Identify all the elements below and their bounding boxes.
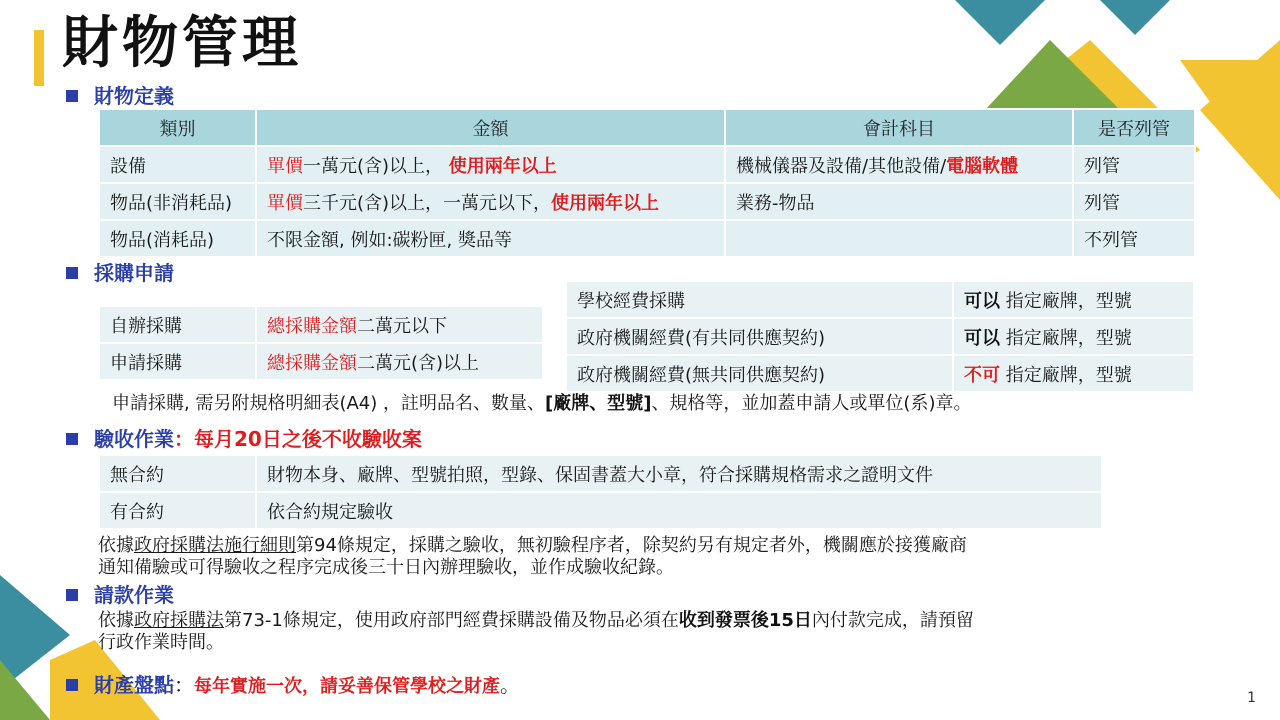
cell-procurement-type: 申請採購 <box>99 343 256 380</box>
cell-procurement-amount <box>256 343 543 380</box>
cell-brand-rule <box>953 281 1194 318</box>
section-title: 財產盤點 <box>94 673 174 697</box>
cell-managed: 不列管 <box>1073 220 1195 257</box>
section-title: 請款作業 <box>94 583 174 607</box>
amount-text: 一萬元(含)以上， <box>303 155 444 177</box>
note-bold-text: [廠牌、型號] <box>544 393 652 414</box>
account-bold-red-text: 電腦軟體 <box>946 155 1019 177</box>
cell-acceptance-requirement: 依合約規定驗收 <box>256 492 1102 529</box>
section-heading-asset-definition <box>66 83 174 109</box>
cell-amount: 不限金額, 例如:碳粉匣, 獎品等 <box>256 220 725 257</box>
acceptance-note <box>98 535 967 579</box>
amount-red-text: 總採購金額 <box>267 352 357 374</box>
section-heading-acceptance <box>66 426 422 452</box>
note-text: 申請採購, 需另附規格明細表(A4) ，註明品名、數量、 <box>112 393 545 414</box>
rule-flag-red-text: 不可 <box>964 364 1000 386</box>
note-text: 內付款完成，請預留 <box>811 610 974 631</box>
account-text: 機械儀器及設備/其他設備/ <box>736 155 947 177</box>
table-row <box>99 146 1195 183</box>
section-title: 採購申請 <box>94 261 174 285</box>
rule-text: 指定廠牌，型號 <box>1005 364 1132 386</box>
cell-category: 物品(消耗品) <box>99 220 256 257</box>
table-row <box>566 318 1194 355</box>
note-text: 依據 <box>98 535 134 556</box>
section-colon: ： <box>174 427 194 451</box>
cell-brand-rule <box>953 355 1194 392</box>
table-row <box>566 281 1194 318</box>
note-bold-text: 收到發票後15日 <box>678 610 812 631</box>
cell-account <box>725 146 1073 183</box>
cell-amount <box>256 146 725 183</box>
rule-flag-text: 可以 <box>964 290 1000 312</box>
section-heading-procurement <box>66 260 174 286</box>
asset-definition-table <box>98 108 1196 258</box>
column-header-amount: 金額 <box>256 109 725 146</box>
section-title: 驗收作業 <box>94 427 174 451</box>
amount-text: 二萬元以下 <box>357 315 447 337</box>
square-bullet-icon <box>66 679 78 691</box>
teal-small-triangle-decoration <box>1100 0 1170 35</box>
procurement-note <box>112 393 971 415</box>
page-title: 財物管理 <box>62 11 302 76</box>
title-accent-bar <box>34 30 44 86</box>
cell-category: 物品(非消耗品) <box>99 183 256 220</box>
cell-amount <box>256 183 725 220</box>
page-number: 1 <box>1247 690 1256 706</box>
cell-procurement-type: 自辦採購 <box>99 306 256 343</box>
cell-funding-source: 政府機關經費(無共同供應契約) <box>566 355 953 392</box>
cell-procurement-amount <box>256 306 543 343</box>
square-bullet-icon <box>66 267 78 279</box>
cell-managed: 列管 <box>1073 146 1195 183</box>
note-line <box>98 535 967 557</box>
amount-text: 二萬元(含)以上 <box>357 352 480 374</box>
cell-contract-type: 有合約 <box>99 492 256 529</box>
column-header-managed: 是否列管 <box>1073 109 1195 146</box>
cell-contract-type: 無合約 <box>99 455 256 492</box>
teal-triangle-decoration <box>955 0 1045 45</box>
column-header-category: 類別 <box>99 109 256 146</box>
table-row <box>99 492 1102 529</box>
procurement-type-table <box>98 305 544 381</box>
note-line <box>98 610 974 632</box>
note-line: 通知備驗或可得驗收之程序完成後三十日內辦理驗收，並作成驗收紀錄。 <box>98 557 674 578</box>
square-bullet-icon <box>66 90 78 102</box>
note-line: 行政作業時間。 <box>98 632 224 653</box>
note-text: 依據 <box>98 610 134 631</box>
rule-text: 指定廠牌，型號 <box>1005 290 1132 312</box>
table-row <box>99 343 543 380</box>
cell-funding-source: 學校經費採購 <box>566 281 953 318</box>
table-header-row <box>99 109 1195 146</box>
note-text: 第73-1條規定，使用政府部門經費採購設備及物品必須在 <box>224 610 679 631</box>
table-row <box>99 455 1102 492</box>
amount-red-text: 單價 <box>267 155 303 177</box>
table-row <box>566 355 1194 392</box>
table-row <box>99 183 1195 220</box>
acceptance-table <box>98 454 1103 530</box>
square-bullet-icon <box>66 589 78 601</box>
note-text: 、規格等，並加蓋申請人或單位(系)章。 <box>651 393 972 414</box>
section-heading-inventory <box>66 672 520 700</box>
payment-note <box>98 610 974 654</box>
column-header-account: 會計科目 <box>725 109 1073 146</box>
square-bullet-icon <box>66 433 78 445</box>
section-red-notice: 每月20日之後不收驗收案 <box>194 427 422 451</box>
law-link-text: 政府採購法施行細則 <box>134 535 296 556</box>
funding-source-table <box>565 280 1195 393</box>
note-text: 第94條規定，採購之驗收，無初驗程序者，除契約另有規定者外，機關應於接獲廠商 <box>296 535 967 556</box>
amount-red-text: 總採購金額 <box>267 315 357 337</box>
cell-acceptance-requirement: 財物本身、廠牌、型號拍照，型錄、保固書蓋大小章，符合採購規格需求之證明文件 <box>256 455 1102 492</box>
section-heading-payment <box>66 582 174 608</box>
table-row <box>99 306 543 343</box>
cell-account <box>725 220 1073 257</box>
cell-funding-source: 政府機關經費(有共同供應契約) <box>566 318 953 355</box>
amount-bold-red-text: 使用兩年以上 <box>448 155 557 177</box>
amount-bold-red-text: 使用兩年以上 <box>551 192 660 214</box>
section-red-notice: 每年實施一次，請妥善保管學校之財產 <box>194 676 500 697</box>
law-link-text: 政府採購法 <box>134 610 224 631</box>
cell-account: 業務-物品 <box>725 183 1073 220</box>
section-end-punctuation: 。 <box>500 673 520 697</box>
cell-category: 設備 <box>99 146 256 183</box>
section-colon: ： <box>174 673 194 697</box>
table-row <box>99 220 1195 257</box>
amount-red-text: 單價 <box>267 192 303 214</box>
cell-brand-rule <box>953 318 1194 355</box>
cell-managed: 列管 <box>1073 183 1195 220</box>
rule-flag-text: 可以 <box>964 327 1000 349</box>
rule-text: 指定廠牌，型號 <box>1005 327 1132 349</box>
section-title: 財物定義 <box>94 84 174 108</box>
amount-text: 三千元(含)以上，一萬元以下， <box>303 192 552 214</box>
